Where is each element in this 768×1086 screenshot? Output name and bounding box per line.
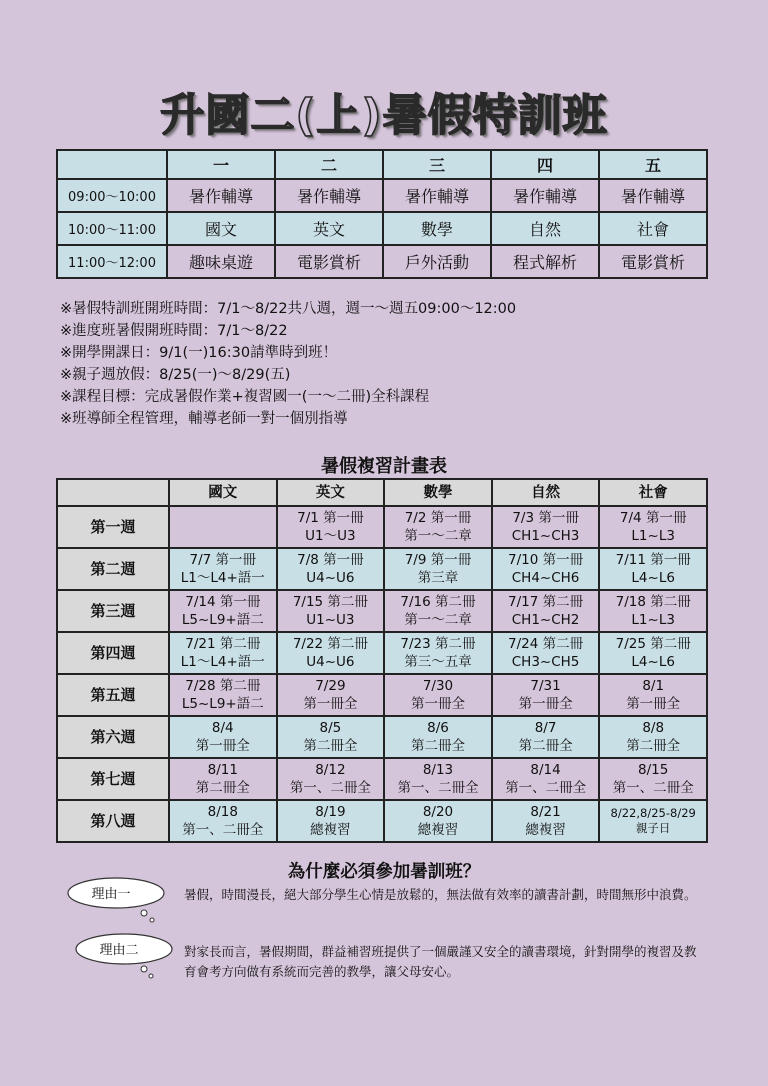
plan-cell-content: 第一、二冊全 xyxy=(182,822,264,838)
plan-week-cell: 第六週 xyxy=(57,716,169,758)
plan-cell-date: 7/21 第二冊 xyxy=(185,636,261,652)
schedule-time-cell: 10:00～11:00 xyxy=(57,212,167,245)
plan-cell-date: 8/4 xyxy=(211,720,234,736)
plan-cell-date: 7/23 第二冊 xyxy=(400,636,476,652)
schedule-cell: 趣味桌遊 xyxy=(167,245,275,278)
plan-cell-content: L5~L9+語二 xyxy=(181,612,264,628)
schedule-cell: 電影賞析 xyxy=(275,245,383,278)
plan-cell xyxy=(277,632,385,674)
plan-cell-date: 7/9 第一冊 xyxy=(404,552,472,568)
plan-cell xyxy=(169,632,277,674)
plan-cell xyxy=(277,506,385,548)
plan-row xyxy=(57,800,707,842)
plan-cell-date: 7/14 第一冊 xyxy=(185,594,261,610)
plan-cell xyxy=(277,758,385,800)
plan-cell-date: 8/8 xyxy=(642,720,665,736)
plan-subject-header: 數學 xyxy=(384,479,492,506)
plan-cell xyxy=(599,716,707,758)
plan-header-row xyxy=(57,479,707,506)
plan-cell xyxy=(384,548,492,590)
plan-cell xyxy=(492,548,600,590)
plan-cell-content: L1~L3 xyxy=(631,528,675,544)
plan-cell-content: L4~L6 xyxy=(631,570,675,586)
schedule-day-header: 四 xyxy=(491,150,599,179)
schedule-day-header: 二 xyxy=(275,150,383,179)
plan-cell xyxy=(492,716,600,758)
schedule-corner-cell xyxy=(57,150,167,179)
plan-cell-content: U4~U6 xyxy=(306,654,355,670)
reason-label: 理由二 xyxy=(99,943,139,958)
plan-row xyxy=(57,590,707,632)
schedule-time-cell: 11:00～12:00 xyxy=(57,245,167,278)
plan-cell xyxy=(492,800,600,842)
plan-row xyxy=(57,632,707,674)
weekly-schedule-table xyxy=(56,149,708,279)
plan-title: 暑假複習計畫表 xyxy=(321,456,447,477)
plan-cell xyxy=(599,590,707,632)
plan-cell-date: 8/7 xyxy=(534,720,557,736)
plan-cell-date: 7/7 第一冊 xyxy=(189,552,257,568)
plan-cell-content: U1~U3 xyxy=(306,612,355,628)
plan-cell-date: 8/1 xyxy=(642,678,665,694)
plan-cell-date: 8/15 xyxy=(638,762,669,778)
plan-cell-date: 7/29 xyxy=(315,678,346,694)
plan-cell-content: CH3~CH5 xyxy=(511,654,580,670)
plan-cell-content: 第一冊全 xyxy=(195,738,250,754)
plan-cell xyxy=(384,506,492,548)
plan-cell-date: 7/18 第二冊 xyxy=(615,594,691,610)
plan-cell xyxy=(384,800,492,842)
reason-label: 理由一 xyxy=(91,887,131,902)
plan-cell-date: 8/18 xyxy=(207,804,238,820)
plan-cell-content: 總複習 xyxy=(417,822,459,838)
page-title: 升國二(上)暑假特訓班 xyxy=(160,90,608,141)
plan-subject-header: 英文 xyxy=(277,479,385,506)
plan-cell-date: 8/20 xyxy=(422,804,454,820)
plan-cell-content: 第一、二冊全 xyxy=(289,780,371,796)
schedule-header-row xyxy=(57,150,707,179)
plan-cell-content: 第一～二章 xyxy=(404,528,472,544)
schedule-row xyxy=(57,245,707,278)
plan-cell xyxy=(277,800,385,842)
plan-cell-content: 第一～二章 xyxy=(404,612,472,628)
plan-cell-content: 第二冊全 xyxy=(410,738,465,754)
plan-cell-date: 8/22,8/25-8/29 xyxy=(610,806,696,820)
schedule-cell: 程式解析 xyxy=(491,245,599,278)
plan-week-cell: 第三週 xyxy=(57,590,169,632)
note-item: ※班導師全程管理，輔導老師一對一個別指導 xyxy=(60,411,348,427)
schedule-day-header: 一 xyxy=(167,150,275,179)
schedule-cell: 暑作輔導 xyxy=(275,179,383,212)
plan-cell xyxy=(169,758,277,800)
schedule-cell: 暑作輔導 xyxy=(599,179,707,212)
plan-row xyxy=(57,548,707,590)
schedule-day-header: 五 xyxy=(599,150,707,179)
plan-cell-date: 8/19 xyxy=(315,804,346,820)
plan-row xyxy=(57,506,707,548)
plan-cell xyxy=(492,590,600,632)
note-item: ※進度班暑假開班時間：7/1～8/22 xyxy=(60,323,288,339)
schedule-cell: 暑作輔導 xyxy=(383,179,491,212)
plan-cell-content: CH1~CH3 xyxy=(511,528,580,544)
plan-cell-content: L4~L6 xyxy=(631,654,675,670)
plan-week-cell: 第四週 xyxy=(57,632,169,674)
reason-bubble xyxy=(74,932,164,964)
notes-list xyxy=(60,298,720,430)
schedule-cell: 社會 xyxy=(599,212,707,245)
plan-cell-content: 第一、二冊全 xyxy=(612,780,694,796)
plan-cell xyxy=(492,674,600,716)
plan-cell xyxy=(384,758,492,800)
plan-cell xyxy=(599,674,707,716)
plan-cell-content: L5~L9+語二 xyxy=(181,696,264,712)
plan-cell-content: 第一冊全 xyxy=(626,696,681,712)
review-plan-table xyxy=(56,478,708,843)
plan-cell xyxy=(277,716,385,758)
plan-row xyxy=(57,674,707,716)
reason-text: 對家長而言，暑假期間，群益補習班提供了一個嚴謹又安全的讀書環境，針對開學的複習及教育會考方向做有系統而完善的教學，讓父母安心。 xyxy=(184,944,697,979)
plan-cell-content: 第一冊全 xyxy=(518,696,573,712)
plan-cell xyxy=(277,674,385,716)
plan-cell-content: 第二冊全 xyxy=(626,738,681,754)
plan-cell-content: 第三～五章 xyxy=(404,654,472,670)
schedule-cell: 英文 xyxy=(275,212,383,245)
plan-cell xyxy=(384,716,492,758)
plan-cell xyxy=(169,800,277,842)
plan-subject-header: 社會 xyxy=(599,479,707,506)
note-item: ※親子週放假：8/25(一)～8/29(五) xyxy=(60,367,291,383)
plan-cell-date: 7/25 第二冊 xyxy=(615,636,691,652)
plan-cell xyxy=(384,590,492,632)
plan-week-cell: 第一週 xyxy=(57,506,169,548)
plan-cell xyxy=(169,716,277,758)
plan-cell-date: 7/2 第一冊 xyxy=(404,510,472,526)
plan-cell-content: U1～U3 xyxy=(305,528,356,544)
plan-cell-date: 8/6 xyxy=(427,720,449,736)
plan-cell-content: 第一、二冊全 xyxy=(397,780,479,796)
plan-week-cell: 第二週 xyxy=(57,548,169,590)
plan-cell-content: CH4~CH6 xyxy=(511,570,580,586)
plan-cell-date: 8/5 xyxy=(319,720,342,736)
schedule-day-header: 三 xyxy=(383,150,491,179)
note-item: ※開學開課日：9/1(一)16:30請準時到班！ xyxy=(60,345,338,361)
plan-subject-header: 國文 xyxy=(169,479,277,506)
plan-cell-date: 7/22 第二冊 xyxy=(292,636,368,652)
plan-cell-date: 7/17 第二冊 xyxy=(508,594,584,610)
plan-cell xyxy=(492,632,600,674)
plan-week-cell: 第八週 xyxy=(57,800,169,842)
plan-cell-date: 7/28 第二冊 xyxy=(185,678,261,694)
plan-cell-date: 8/12 xyxy=(315,762,346,778)
plan-cell xyxy=(492,506,600,548)
plan-cell xyxy=(277,590,385,632)
schedule-cell: 戶外活動 xyxy=(383,245,491,278)
plan-cell-date: 8/11 xyxy=(207,762,238,778)
note-item: ※課程目標：完成暑假作業+複習國一(一～二冊)全科課程 xyxy=(60,389,430,405)
plan-cell-content: 總複習 xyxy=(310,822,351,838)
plan-cell-content: 第一冊全 xyxy=(410,696,465,712)
plan-cell-date: 7/1 第一冊 xyxy=(297,510,364,526)
plan-cell-content: L1～L4+語一 xyxy=(180,570,265,586)
plan-cell-content: 第一、二冊全 xyxy=(505,780,587,796)
plan-cell-content: U4~U6 xyxy=(306,570,355,586)
plan-cell-date: 7/10 第一冊 xyxy=(508,552,584,568)
plan-cell xyxy=(599,758,707,800)
plan-cell-content: 第二冊全 xyxy=(195,780,250,796)
plan-cell-content: L1~L3 xyxy=(631,612,675,628)
plan-cell-content: CH1~CH2 xyxy=(511,612,580,628)
plan-cell-content: 第二冊全 xyxy=(303,738,358,754)
plan-cell-date: 7/15 第二冊 xyxy=(292,594,368,610)
plan-cell xyxy=(599,506,707,548)
plan-cell-date: 7/24 第二冊 xyxy=(508,636,584,652)
schedule-cell: 自然 xyxy=(491,212,599,245)
plan-cell-date: 7/30 xyxy=(422,678,454,694)
plan-week-cell: 第七週 xyxy=(57,758,169,800)
plan-cell-date: 7/16 第二冊 xyxy=(400,594,476,610)
plan-cell-date: 8/14 xyxy=(530,762,561,778)
plan-cell-content: 第三章 xyxy=(417,570,459,586)
plan-cell xyxy=(169,548,277,590)
plan-cell-date: 8/13 xyxy=(422,762,454,778)
plan-cell xyxy=(599,800,707,842)
why-title: 為什麼必須參加暑訓班？ xyxy=(287,862,481,882)
plan-cell-date: 7/4 第一冊 xyxy=(619,510,687,526)
plan-cell-date: 7/8 第一冊 xyxy=(297,552,364,568)
plan-cell-date: 7/3 第一冊 xyxy=(512,510,579,526)
reason-bubble xyxy=(66,876,156,908)
plan-row xyxy=(57,758,707,800)
plan-cell-date: 8/21 xyxy=(530,804,561,820)
plan-cell xyxy=(384,674,492,716)
plan-cell xyxy=(384,632,492,674)
plan-cell xyxy=(599,548,707,590)
plan-cell-content: 親子日 xyxy=(635,821,671,835)
plan-row xyxy=(57,716,707,758)
plan-cell-date: 7/11 第一冊 xyxy=(615,552,691,568)
plan-cell xyxy=(169,506,277,548)
plan-subject-header: 自然 xyxy=(492,479,600,506)
schedule-row xyxy=(57,179,707,212)
plan-cell xyxy=(169,674,277,716)
schedule-cell: 暑作輔導 xyxy=(491,179,599,212)
plan-cell-content: 第二冊全 xyxy=(518,738,573,754)
schedule-row xyxy=(57,212,707,245)
plan-cell xyxy=(492,758,600,800)
schedule-time-cell: 09:00～10:00 xyxy=(57,179,167,212)
plan-cell-content: L1～L4+語一 xyxy=(180,654,265,670)
plan-cell-date: 7/31 xyxy=(530,678,561,694)
plan-cell-content: 第一冊全 xyxy=(303,696,358,712)
schedule-cell: 數學 xyxy=(383,212,491,245)
plan-corner-cell xyxy=(57,479,169,506)
plan-cell xyxy=(277,548,385,590)
note-item: ※暑假特訓班開班時間：7/1～8/22共八週，週一～週五09:00～12:00 xyxy=(60,301,517,317)
schedule-cell: 電影賞析 xyxy=(599,245,707,278)
plan-cell xyxy=(599,632,707,674)
plan-cell-content: 總複習 xyxy=(525,822,566,838)
plan-week-cell: 第五週 xyxy=(57,674,169,716)
reason-text: 暑假，時間漫長，絕大部分學生心情是放鬆的，無法做有效率的讀書計劃，時間無形中浪費。 xyxy=(184,887,697,902)
schedule-cell: 國文 xyxy=(167,212,275,245)
schedule-cell: 暑作輔導 xyxy=(167,179,275,212)
plan-cell xyxy=(169,590,277,632)
